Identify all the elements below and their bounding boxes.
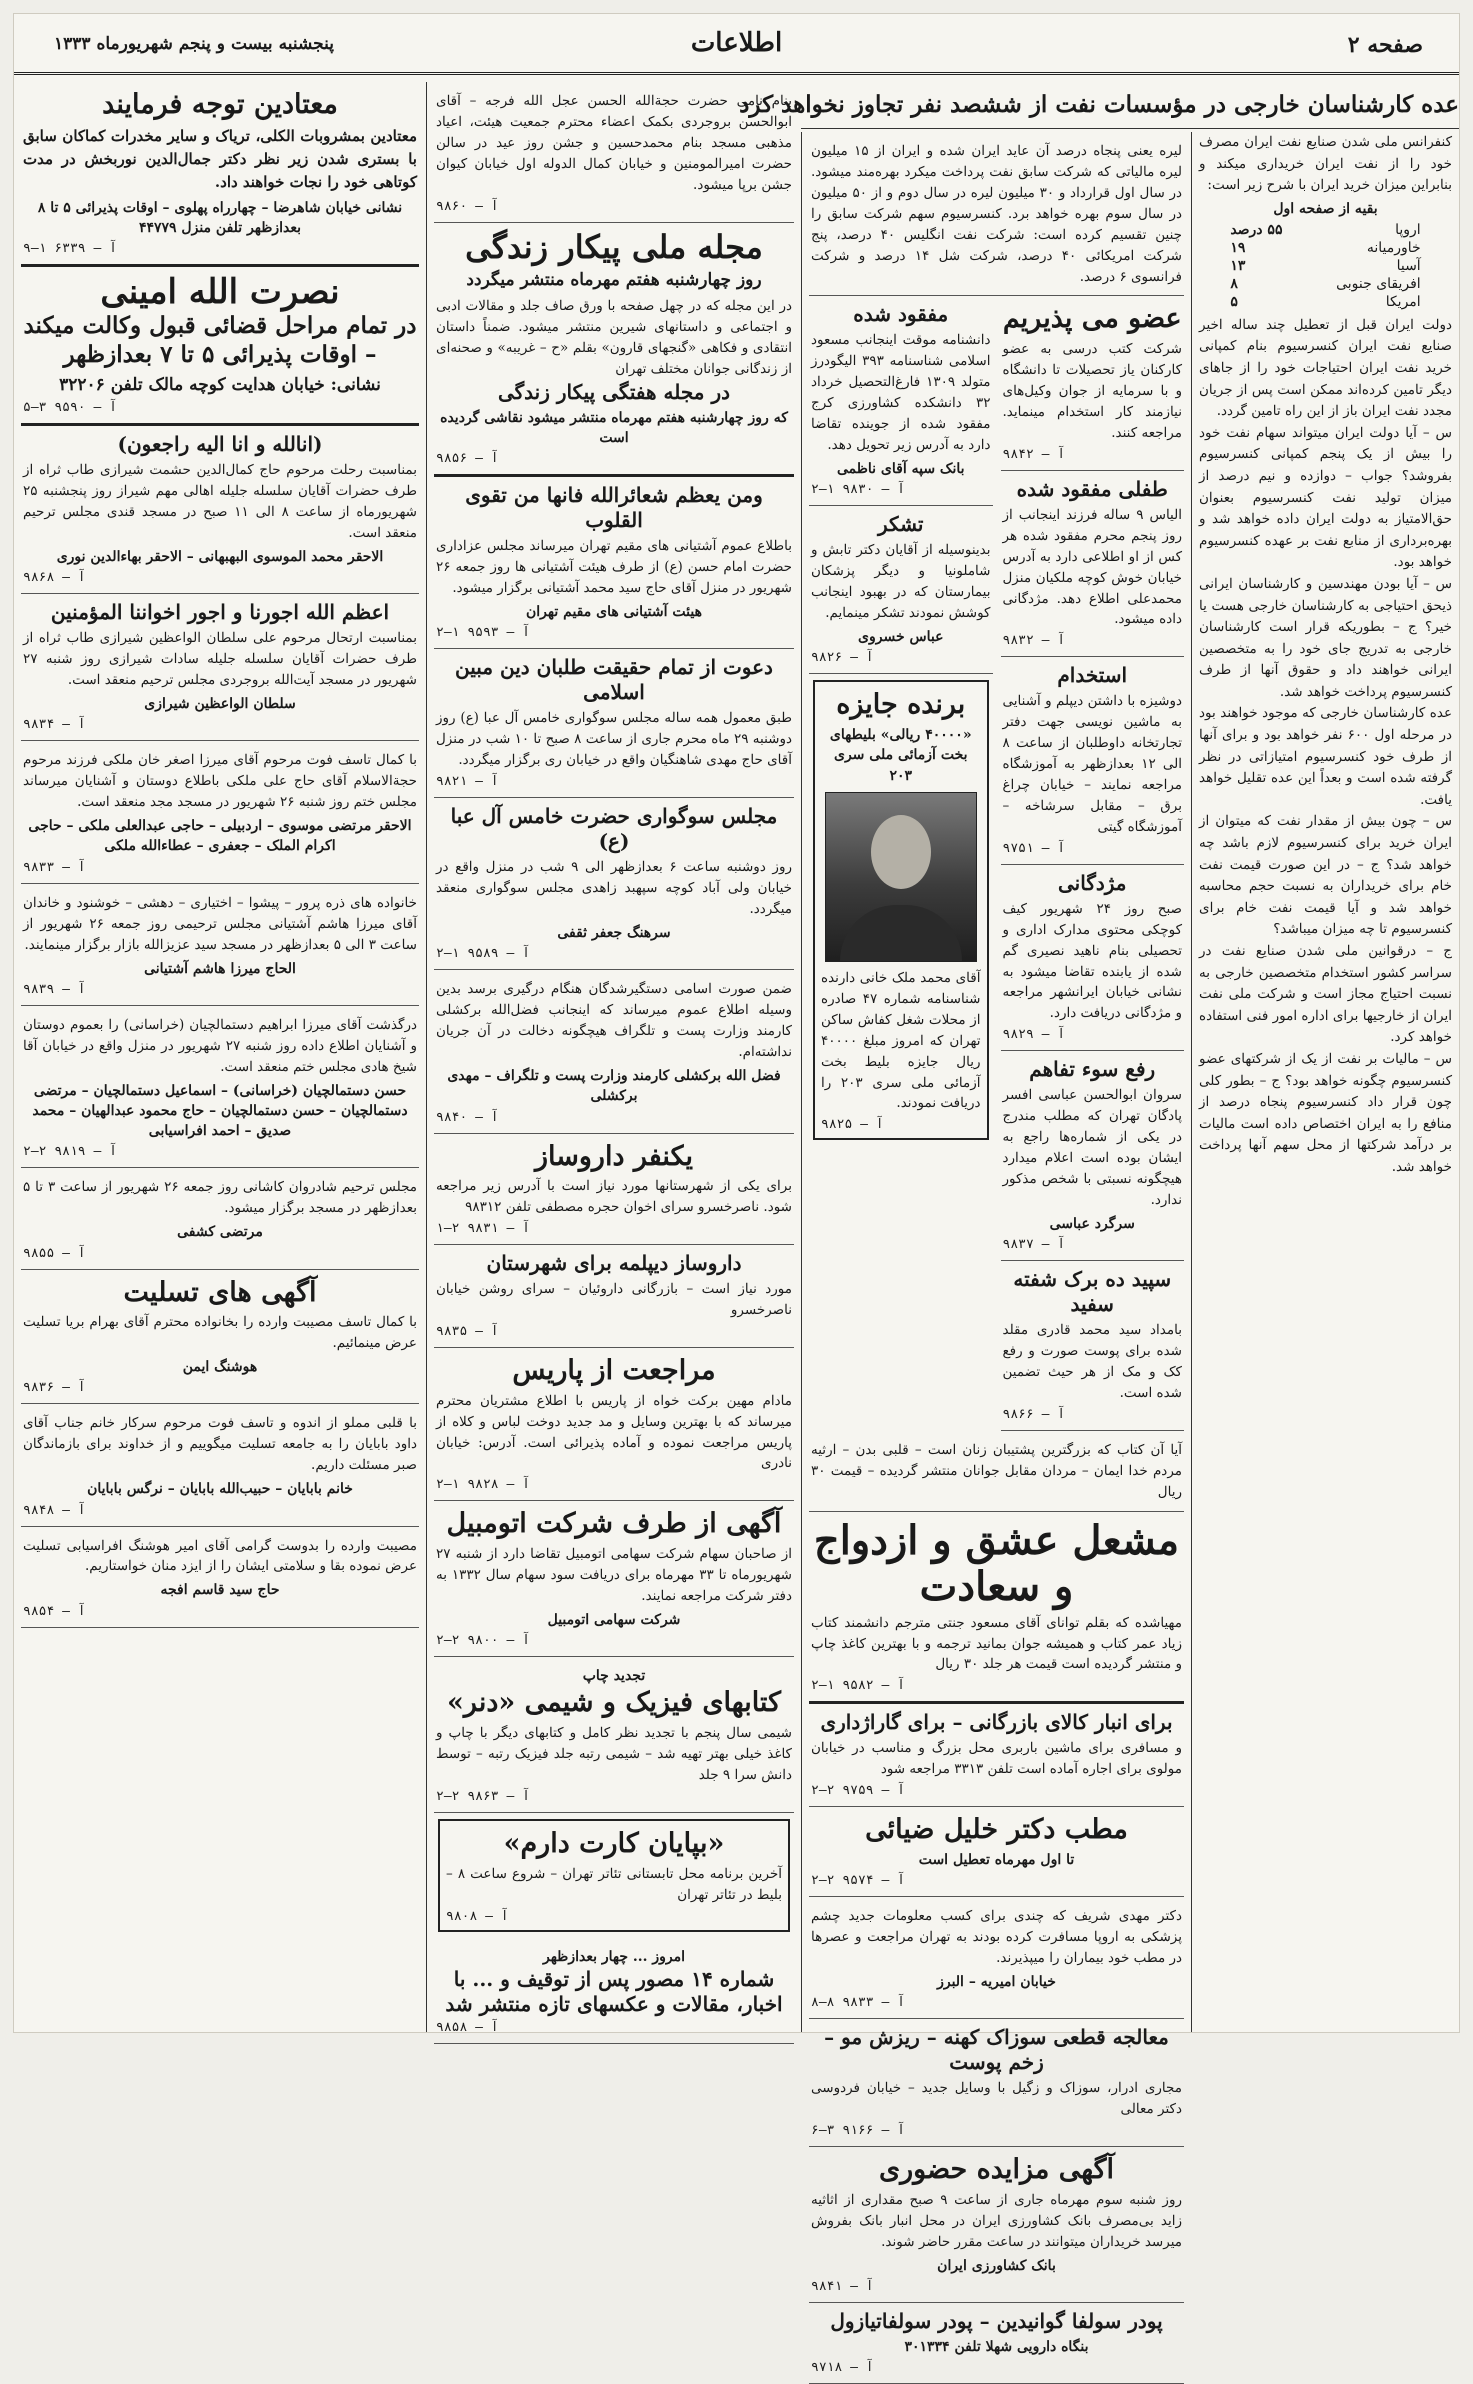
ad-title: مفقود شده [853,302,949,327]
ad-subtitle: «۴۰۰۰۰ ریالی» بلیطهای بخت آزمائی ملی سری ۲۰۳ [829,727,972,784]
ad-body: معتادین بمشروبات الکلی، تریاک و سایر مخدرات کماکان سابق با بستری شدن زیر نظر دکتر جمال‌الدین نوربخش در مدت کوتاهی خود را نجات خواهند داد. [23,126,417,192]
ad-body: و مسافری برای ماشین باربری محل بزرگ و مناسب در خیابان مولوی برای اجاره آماده است تلفن ۳۳۱۳ مراجعه شود [811,1740,1182,1778]
ad-body: درگذشت آقای میرزا ابراهیم دستمالچیان (خراسانی) را بعموم دوستان و آشنایان اطلاع داده روز شنبه ۲۷ شهریور در منزل واقع در خیابان آقا شیخ هادی مجلس ختم منعقد است. [23,1016,417,1075]
ad-body: برای یکی از شهرستانها مورد نیاز است با آدرس زیر مراجعه شود. ناصرخسرو سرای اخوان حجره مصطفی تلفن ۹۸۳۱۲ [436,1178,792,1216]
ad-code: آ – ۹۸۲۱ [436,774,499,790]
ad-signature: هیئت آشتیانی های مقیم تهران [526,604,702,621]
ad-title: مطب دکتر خلیل ضیائی [865,1814,1128,1846]
ad-code: آ – ۹۷۵۱ [1002,840,1066,856]
ad-signature: سرگرد عباسی [1049,1215,1135,1232]
ad-signature: سلطان الواعظین شیرازی [144,696,296,713]
ad-title: رفع سوء تفاهم [1029,1057,1156,1082]
ad-code: آ – ۹۸۶۳ ۲–۲ [436,1789,530,1804]
company-ad [434,1501,794,1657]
gathering-ad [434,477,794,649]
pharmacist-ad [434,1134,794,1246]
paris-ad [434,1348,794,1501]
ad-subtitle: امروز ... چهار بعدازظهر [543,1948,685,1965]
ad-title: سپید ده برک شفته سفید [1013,1267,1172,1317]
ad-signature: حاج سید قاسم افجه [160,1582,280,1599]
article-paragraph: ج – درقوانین ملی شدن صنایع نفت در سراسر کشور استخدام متخصصین خارجی به نسبت احتیاج مجاز است و شرکت ملی نفت ایران از خارجیها برای اداره امور فنی استفاده خواهد کرد. [1199,943,1452,1046]
stat-label: اروپا [1395,221,1421,238]
ad-title: آگهی از طرف شرکت اتومبیل [446,1508,782,1540]
ad-title: برنده جایزه [836,689,966,721]
ad-body: در این مجله که در چهل صفحه با ورق صاف جلد و مقالات ادبی و اجتماعی و داستانهای شیرین منتشر میشود. ضمناً داستان انتقادی و فکاهی «گنجهای قارون» بقلم «ح – غریبه» و صحنه‌ای از زندگانی جوانان مختلف تهران [436,298,792,377]
treatment-ad [809,2019,1184,2147]
ad-code: آ – ۹۸۶۰ [436,198,499,214]
ad-body: باطلاع عموم آشتیانی های مقیم تهران میرساند مجلس عزاداری حضرت امام حسن (ع) از طرف هیئت آشتیانی ها روز جمعه ۲۶ شهریور در منزل آقای حاج سید محمد آشتیانی برگزار میشود. [436,538,792,597]
ad-title: مجله ملی پیکار زندگی [465,227,763,266]
ad-title: ومن یعظم شعائرالله فانها من تقوی القلوب [465,483,763,533]
ad-title: عضو می پذیریم [1002,303,1182,335]
ad-signature: مرتضی کشفی [177,1224,263,1241]
stat-value: ۵ [1230,293,1238,310]
ad-body: دکتر مهدی شریف که چندی برای کسب معلومات جدید چشم پزشکی به اروپا مسافرت کرده بودند به تهران مراجعت و عصرها در مطب خود بیماران را میپذیرند. [811,1908,1182,1967]
ad-title: داروساز دیپلمه برای شهرستان [486,1251,742,1276]
ad-subtitle: در مجله هفتگی پیکار زندگی [497,379,731,404]
ad-title: طفلی مفقود شده [1016,476,1168,501]
lost-child-ad [1001,471,1185,658]
oil-article [1199,132,1452,1179]
powder-ad [1001,1261,1185,1431]
ad-signature: خانم بابایان – حبیب‌الله بابایان – نرگس بابایان [87,1481,353,1498]
ad-body: آخرین برنامه محل تابستانی تئاتر تهران – شروع ساعت ۸ – بلیط در تئاتر تهران [446,1865,782,1903]
ad-signature: بانک سپه آقای ناظمی [836,460,965,477]
ad-title: مراجعت از پاریس [512,1354,716,1386]
ad-signature: هوشنگ ایمن [182,1359,258,1376]
stat-value: ۱۹ [1230,239,1246,256]
ad-body: مهیاشده که بقلم توانای آقای مسعود جنتی مترجم دانشمند کتاب زیاد عمر کتاب و همیشه جوان بمانید ترجمه و با بهترین کاغذ چاپ و منتشر گردیده است قیمت هر جلد ۳۰ ریال [811,1614,1182,1673]
ad-body: با کمال تاسف فوت مرحوم آقای میرزا اصغر خان ملکی فرزند مرحوم حجةالاسلام آقای حاج علی ملکی باطلاع دوستان و آشنایان میرساند مجلس ختم روز شنبه ۲۶ شهریور در مسجد مجد منعقد است. [23,752,417,811]
ad-code: آ – ۹۵۸۹ ۱–۲ [436,946,530,962]
ad-code: آ – ۹۸۶۶ [1002,1406,1066,1422]
ad-code: آ – ۹۵۹۰ ۳–۵ [23,400,117,416]
prize-winner-ad [813,680,989,1140]
lawyer-ad [21,267,419,426]
ad-subtitle: تجدید چاپ [582,1668,646,1685]
ad-body: دوشیزه با داشتن دیپلم و آشنایی به ماشین نویسی جهت دفتر تجارتخانه داوطلبان از ساعت ۸ الی ۱۲ بعدازظهر به آموزشگاه مراجعه نمایند – خیابان چراغ برق – مقابل سرشاخه – آموزشگاه گیتی [1002,693,1182,835]
article-continuation [809,132,1184,296]
ad-address: نشانی خیابان شاهرضا – چهارراه پهلوی – اوقات پذیرائی ۵ تا ۸ بعدازظهر تلفن منزل ۴۴۷۷۹ [37,199,403,236]
condolence-section [21,1270,419,1405]
stat-label: آسیا [1396,257,1421,274]
ad-body: مصیبت وارده را بدوست گرامی آقای امیر هوشنگ افراسیابی تسلیت عرض نموده بقا و سلامتی ایشان را از ایزد منان خواستاریم. [23,1537,417,1575]
ad-signature: الاحقر محمد الموسوی البهبهانی – الاحقر بهاءالدین نوری [56,549,384,566]
ad-body: روز دوشنبه ساعت ۶ بعدازظهر الی ۹ شب در منزل واقع در خیابان ولی آباد کوچه سپهبد زاهدی مجلس سوگواری منعقد میگردد. [436,859,792,917]
ad-body: مادام مهین برکت خواه از پاریس با اطلاع مشتریان محترم میرساند که با بهترین وسایل و مد جدید دوخت لباس و کلاه از پاریس مراجعت نموده و آماده پذیرائی است. آدرس: خیابان نادری [436,1392,792,1472]
ad-body: الیاس ۹ ساله فرزند اینجانب از روز پنجم محرم مفقود شده هر کس از او اطلاعی دارد به آدرس خیابان خوش کوچه ملکیان منزل محمدعلی اطلاع دهد. مژدگانی داده میشود. [1002,506,1182,628]
obituary-5 [21,1006,419,1169]
ad-code: آ – ۹۱۶۶ ۳–۶ [811,2123,905,2139]
lead-headline: عده کارشناسان خارجی در مؤسسات نفت از ششصد نفر تجاوز نخواهد کرد [801,82,1459,129]
stat-value: ۸ [1230,275,1238,292]
section-title: آگهی های تسلیت [123,1276,317,1308]
pharmacy-ad [809,2303,1184,2384]
table-row [1224,275,1426,293]
ad-body: از صاحبان سهام شرکت سهامی اتومبیل تقاضا دارد از شنبه ۲۷ شهریورماه تا ۳۳ مهرماه برای دریافت سود سهام سال ۱۳۳۲ به دفتر شرکت مراجعه نمایند. [436,1546,792,1604]
auction-ad [809,2147,1184,2303]
ad-body: خانواده های ذره پرور – پیشوا – اختیاری – دهشی – خوشنود و خاندان آقای میرزا هاشم آشتیانی مجلس ترحیمی روز جمعه ۲۶ شهریور از ساعت ۳ الی ۵ بعدازظهر در مسجد سید عزیزالله بازار برگزار مینمایند. [23,894,417,953]
ad-code: آ – ۹۸۳۱ ۲–۱ [436,1221,530,1237]
ad-body: شیمی سال پنجم با تجدید نظر کامل و کتابهای دیگر با چاپ و کاغذ خیلی بهتر تهیه شد – شیمی رتبه جلد فیزیک رتبه – توسط دانش سرا ۹ جلد [436,1725,792,1784]
book-ad [809,1512,1184,1705]
graduate-pharmacist-ad [434,1245,794,1348]
table-row [1224,221,1426,239]
ad-body: مورد نیاز است – بازرگانی داروئیان – سرای روشن خیابان ناصرخسرو [436,1281,792,1319]
clinic-ad [809,1807,1184,1897]
ad-subtitle: روز چهارشنبه هفتم مهرماه منتشر میگردد [466,270,762,291]
ad-code: آ – ۹۸۴۸ [23,1502,86,1518]
photo-shoulders [840,905,962,961]
article-paragraph: س – چون بیش از مقدار نفت که میتوان از ایران خرید برای کنسرسیوم لازم باشد چه خواهد شد؟ ج – در این صورت قیمت نفت خام برای خریداران به نسبت حجم محاسبه خواهد شد و آیا قیمت نفت خام برای کنسرسیوم تا چه میزان میباشد؟ [1199,813,1452,938]
ad-code: آ – ۹۷۱۸ [811,2360,874,2376]
ad-code: آ – ۹۸۵۸ [436,2019,499,2035]
ad-title: یکنفر داروساز [534,1140,694,1172]
ad-title: پودر سولفا گوانیدین – پودر سولفاتیازول [830,2308,1163,2333]
article-paragraph: س – آیا دولت ایران میتواند سهام نفت خود را بیش از یک پنجم کمپانی کنسرسیوم بفروشد؟ جواب – دوازده و نیم درصد از میزان تولید نفت کنسرسیوم بعنوان حق‌الامتیاز به دولت ایران داده خواهد شد و بهره‌برداری از منابع نفت بر عهده کنسرسیوم خواهد بود. [1199,424,1452,571]
ad-title: مجلس سوگواری حضرت خامس آل عبا (ع) [450,804,778,854]
ad-body: آیا آن کتاب که بزرگترین پشتیبان زنان است – قلبی بدن – ارثیه مردم خدا ایمان – مردان مقابل جوانان منتشر گردیده – قیمت ۳۰ ریال [811,1441,1182,1500]
ad-code: آ – ۹۸۳۲ [1002,633,1066,649]
mourning-ad [434,798,794,970]
hire-ad [1001,657,1185,864]
addiction-ad [21,82,419,267]
ad-code: آ – ۹۸۵۶ [436,451,499,467]
ad-body: بمناسبت ارتحال مرحوم علی سلطان الواعظین شیرازی طاب ثراه از طرف حضرات آقایان سلسله جلیله سادات شیرازی روز شنبه ۲۷ شهریور در مسجد آیت‌الله بروجردی مجلس ترحیم منعقد است. [23,630,417,689]
article-paragraph: س – آیا بودن مهندسین و کارشناسان ایرانی ذیحق احتیاجی به کارشناسان خارجی هست یا خیر؟ ج – بطوریکه قرار است کارشناسان خارجی به تدریج جای خود را به متخصصین ایرانی خواهند داد و حقوق آنها از طرف کنسرسیوم پرداخت خواهد شد. [1199,575,1452,700]
ad-title: (انالله و انا الیه راجعون) [117,432,323,457]
ad-body: سروان ابوالحسن عباسی افسر پادگان تهران که مطلب مندرج در یکی از شماره‌ها راجع به ایشان بوده است اعلام میدارد هیچگونه نسبتی با شخص مذکور ندارد. [1002,1087,1182,1208]
ad-code: آ – ۹۸۳۹ [23,981,86,997]
ad-code: آ – ۹۸۲۵ [821,1117,884,1133]
ad-code: آ – ۹۸۵۵ [23,1245,86,1261]
ad-title: معالجه قطعی سوزاک کهنه – ریزش مو – زخم پوست [824,2025,1169,2075]
ad-body: در تمام مراحل قضائی قبول وکالت میکند – اوقات پذیرائی ۵ تا ۷ بعدازظهر [23,312,417,368]
ad-code: آ – ۹۸۳۴ [23,717,86,733]
stat-label: امریکا [1385,293,1421,310]
religious-notice [434,82,794,223]
table-row [1224,257,1426,275]
columns [14,82,1459,2376]
ad-code: آ – ۹۸۱۹ ۲–۲ [23,1144,117,1160]
ad-code: آ – ۹۸۳۵ [436,1323,499,1339]
ad-body: بمناسبت رحلت مرحوم حاج کمال‌الدین حشمت شیرازی طاب ثراه از طرف حضرات آقایان سلسله جلیله اهالی مهم شیراز روز پنجشنبه ۲۵ شهریورماه از ساعت ۸ الی ۱۱ صبح در مسجد قندی مجلس ترحیم منعقد است. [23,462,417,542]
table-row [1224,239,1426,257]
stat-label: افریقای جنوبی [1336,275,1421,292]
ad-signature: عباس خسروی [858,628,944,645]
ad-code: آ – ۹۸۴۰ [436,1109,499,1125]
ad-title: برای انبار کالای بازرگانی – برای گاراژداری [820,1710,1173,1735]
ad-code: آ – ۹۵۹۳ ۱–۲ [436,625,530,641]
ad-title: مژدگانی [1057,870,1127,895]
ad-code: آ – ۹۸۶۸ [23,570,86,586]
stats-title: بقیه از صفحه اول [1273,200,1378,217]
condolence-2 [21,1404,419,1526]
photo-face [871,815,931,889]
ad-body: ضمن صورت اسامی دستگیرشدگان هنگام درگیری برسد بدین وسیله اطلاع عموم میرساند که اینجانب فضل‌الله برکشلی کارمند وزارت پست و تلگراف هیچگونه دخالت در آن جریان نداشته‌ام. [436,981,792,1060]
theater-ad [438,1819,790,1932]
ad-signature: حسن دستمالچیان (خراسانی) – اسماعیل دستمالچیان – مرتضی دستمالچیان – حسن دستمالچیان – حاج محمود عبدالهیان – محمد صدیق – احمد افراسیابی [32,1082,408,1140]
ad-signature: بانک کشاورزی ایران [937,2257,1056,2274]
lost-diploma-ad [809,296,993,506]
ad-body: صبح روز ۲۴ شهریور کیف کوچکی محتوی مدارک اداری و تحصیلی بنام ناهید نصیری گم شده از یابنده تقاضا میشود به نشانی خیابان ایرانشهر مراجعه و مژدگانی دریافت دارد. [1002,900,1182,1022]
ad-title: تشکر [878,512,924,537]
ad-body: مجلس ترحیم شادروان کاشانی روز جمعه ۲۶ شهریور از ساعت ۳ تا ۵ بعدازظهر در مسجد برگزار میشود. [23,1179,418,1217]
ad-title: معتادین توجه فرمایند [102,89,338,120]
stat-label: خاورمیانه [1366,239,1421,256]
newspaper-page [14,14,1459,2376]
thanks-ad [809,506,993,674]
ad-code: آ – ۹۸۵۴ [23,1603,86,1619]
article-paragraph: دولت ایران قبل از تعطیل چند ساله اخیر صنایع نفت ایران کنسرسیوم بنام کمپانی خرید نفت ایران احتیاجات خود را از جاهای دیگر تامین کرده‌اند ممکن است پس از جریان مجدد نفت ایران باز از این راه تامین گردد. [1199,316,1452,420]
ad-title: اعظم الله اجورنا و اجور اخواننا المؤمنین [50,600,390,625]
purchase-stats-table [1224,221,1426,311]
ad-body: شرکت کتب درسی به عضو کارکنان یاز تحصیلات تا دانشگاه و با سرمایه از جوان وکیل‌های نیازمند کار استخدام مینماید. مراجعه کنند. [1002,341,1182,441]
ad-address: خیابان امیریه – البرز [937,1974,1056,1991]
article-paragraph: عده کارشناسان خارجی که موجود خواهند بود در مرحله اول ۶۰۰ نفر خواهد بود و برای آنها از طرف خود کنسرسیوم امتیازاتی در نظر گرفته شده است و بعداً این عده تقلیل خواهد یافت. [1199,705,1452,808]
ad-body: طبق معمول همه ساله مجلس سوگواری خامس آل عبا (ع) روز دوشنبه ۲۹ ماه محرم جاری از ساعت ۸ صبح تا ۱۰ شب در منزل آقای حاج مهدی شاهنگیان واقع در خیابان ری برگزار میگردد. [436,710,792,769]
ad-code: آ – ۹۸۴۱ [811,2278,874,2294]
ad-signature: فضل الله برکشلی کارمند وزارت پست و تلگراف – مهدی برکشلی [447,1067,781,1105]
ad-code: آ – ۹۸۳۳ ۸–۸ [811,1995,905,2011]
ad-title: مشعل عشق و ازدواج و سعادت [813,1516,1180,1610]
ad-title: «بپایان کارت دارم» [503,1828,725,1859]
misunderstanding-ad [1001,1051,1185,1261]
stat-value: ۵۵ درصد [1230,221,1283,238]
ad-body: آقای محمد ملک خانی دارنده شناسنامه شماره ۴۷ صادره از محلات شغل کفاش ساکن تهران که امروز مبلغ ۴۰۰۰۰ ریال جایزه بلیط بخت آزمائی ملی سری ۲۰۳ را دریافت نمودند. [821,969,981,1112]
ad-code: آ – ۹۸۳۳ [23,859,86,875]
ad-code: آ – ۹۷۵۹ ۲–۲ [811,1783,905,1799]
ad-code: آ – ۹۸۳۰ ۱–۲ [811,482,905,498]
ad-code: آ – ۶۳۳۹ ۱–۹ [23,241,117,257]
article-intro: کنفرانس ملی شدن صنایع نفت ایران مصرف خود را از نفت ایران خریداری میکند و بنابراین میزان خرید ایران با شرح زیر است: [1199,134,1452,194]
physics-books-ad [434,1657,794,1813]
ad-code: آ – ۹۸۴۲ [1002,446,1066,462]
article-paragraph: س – مالیات بر نفت از یک از شرکتهای عضو کنسرسیوم چگونه خواهد بود؟ ج – بطور کلی چون قرار داد کنسرسیوم پنجاه درصد از منافع را به ایران اختصاص داده است مالیات بر درآمد شرکتها از محل سهم آنها پرداخت خواهد شد. [1199,1050,1452,1175]
ad-code: آ – ۹۸۲۶ [811,650,874,666]
ad-title: استخدام [1057,663,1128,688]
ad-title: آگهی مزایده حضوری [878,2154,1115,2186]
column-1 [1191,132,1459,2032]
condolence-3 [21,1527,419,1628]
ad-subtitle: که روز چهارشنبه هفتم مهرماه منتشر میشود نقاشی گردیده است [440,409,788,447]
ad-body: بنگاه دارویی شهلا تلفن ۳۰۱۳۳۴ [904,2338,1089,2355]
ad-body: بدینوسیله از آقایان دکتر تابش و شاملونیا و دیگر پزشکان بیمارستان که در بهبود اینجانب کوشش نمودند تشکر مینمایم. [811,542,991,622]
ad-code: آ – ۹۸۳۶ [23,1380,86,1396]
ad-code: آ – ۹۸۲۸ ۱–۲ [436,1477,530,1493]
ad-signature: سرهنگ جعفر ثقفی [557,924,671,941]
ad-signature: الحاج میرزا هاشم آشتیانی [144,960,296,977]
ad-signature: الاحقر مرتضی موسوی – اردبیلی – حاجی عبدالعلی ملکی – حاجی اکرام الملک – جعفری – عطاءالله ملکی [28,818,412,855]
masthead [14,14,1459,75]
ad-address: نشانی: خیابان هدایت کوچه مالک تلفن ۳۲۲۰۶ [59,374,381,395]
obituary-6 [21,1168,419,1269]
ad-title: شماره ۱۴ مصور پس از توقیف و ... با اخبار، مقالات و عکسهای تازه منتشر شد [445,1966,783,2016]
ad-body: مجاری ادرار، سوزاک و زگیل با وسایل جدید – خیابان فردوسی دکتر معالی [811,2080,1182,2118]
reward-ad [1001,865,1185,1052]
ad-title: دعوت از تمام حقیقت طلبان دین مبین اسلامی [455,655,773,705]
page-number: صفحه ۲ [1347,32,1423,58]
magazine-ad [434,223,794,478]
ad-body: بنام نامی حضرت حجة‌الله الحسن عجل الله فرجه – آقای ابوالحسن بروجردی بکمک اعضاء محترم جمعیت هیئت، اعیاد مذهبی مسجد بنام محمدحسین و جشن روز عید در سالن حضرت امیرالمومنین و خیابان کمال الدوله اول خیابان کیوان جشن برپا میشود. [436,93,792,193]
ad-title: کتابهای فیزیک و شیمی «دنر» [447,1687,781,1719]
ad-body: با کمال تاسف مصیبت وارده را بخانواده محترم آقای بهرام بریا تسلیت عرض مینمائیم. [23,1314,417,1352]
column-3 [426,82,801,2035]
table-row [1224,293,1426,311]
ad-code: آ – ۹۵۸۲ ۱–۲ [811,1678,905,1694]
magazine-issue-ad [434,1938,794,2044]
ad-code: آ – ۹۵۷۴ ۲–۲ [811,1873,905,1889]
obituary-2 [21,594,419,741]
paper-name: اطلاعات [690,28,783,58]
ad-body: با قلبی مملو از اندوه و تاسف فوت مرحوم سرکار خانم جناب آقای داود بابایان را به جامعه تسلیت میگوییم و از خداوند برای بازماندگان صبر مسئلت داریم. [23,1415,417,1474]
obituary-1 [21,426,419,594]
winner-photo [825,792,977,962]
ad-title: نصرت الله امینی [100,272,340,313]
members-ad [1001,296,1185,470]
youth-ad [809,1431,1184,1512]
doctor-ad [809,1897,1184,2019]
ad-body: دانشنامه موقت اینجانب مسعود اسلامی شناسنامه ۳۹۳ الیگودرز متولد ۱۳۰۹ فارغ‌التحصیل خرداد ۳۲ دانشکده کشاورزی کرج مفقود شده از جوینده تقاضا دارد به آدرس زیر تحویل دهد. [811,332,991,454]
ad-signature: شرکت سهامی اتومبیل [547,1611,681,1628]
ad-body: بامداد سید محمد قادری مقلد شده برای پوست صورت و رفع کک و مک از هر حیث تضمین شده است. [1002,1322,1182,1401]
stat-value: ۱۳ [1230,257,1246,274]
article-paragraph: لیره یعنی پنجاه درصد آن عاید ایران شده و ایران از ۱۵ میلیون لیره مالیاتی که شرکت سابق نفت پرداخت میکرد بهره‌مند میشود. در سال اول قرارداد و ۳۰ میلیون لیره در سال دوم و از ۵۰ میلیون در سال سوم بهره خواهد برد. کنسرسیوم سهم شرکت سابق را چنین تقسیم کرده است: شرکت نفت انگلیس ۴۰ درصد، پنج شرکت امریکائی ۴۰ درصد، شرکت شل ۱۴ درصد و شرکت فرانسوی ۶ درصد. [811,143,1183,285]
column-2 [801,132,1191,2376]
ad-code: آ – ۹۸۲۹ [1002,1027,1066,1043]
ad-code: آ – ۹۸۰۸ [446,1908,509,1924]
column-4 [14,82,426,2032]
obituary-3 [21,741,419,883]
ad-subtitle: تا اول مهرماه تعطیل است [918,1851,1075,1868]
ad-code: آ – ۹۸۳۷ [1002,1237,1066,1253]
obituary-4 [21,884,419,1006]
issue-date: پنجشنبه بیست و پنجم شهریورماه ۱۳۳۳ [54,34,334,54]
ad-body: روز شنبه سوم مهرماه جاری از ساعت ۹ صبح مقداری از اثاثیه زاید بی‌مصرف بانک کشاورزی ایران در محل انبار بانک بفروش میرسد خریداران میتوانند در ساعت مقرر حاضر شوند. [811,2191,1182,2250]
disclaimer-ad [434,970,794,1133]
ad-code: آ – ۹۸۰۰ ۲–۲ [436,1633,530,1649]
invitation-ad [434,649,794,798]
warehouse-ad [809,1704,1184,1807]
